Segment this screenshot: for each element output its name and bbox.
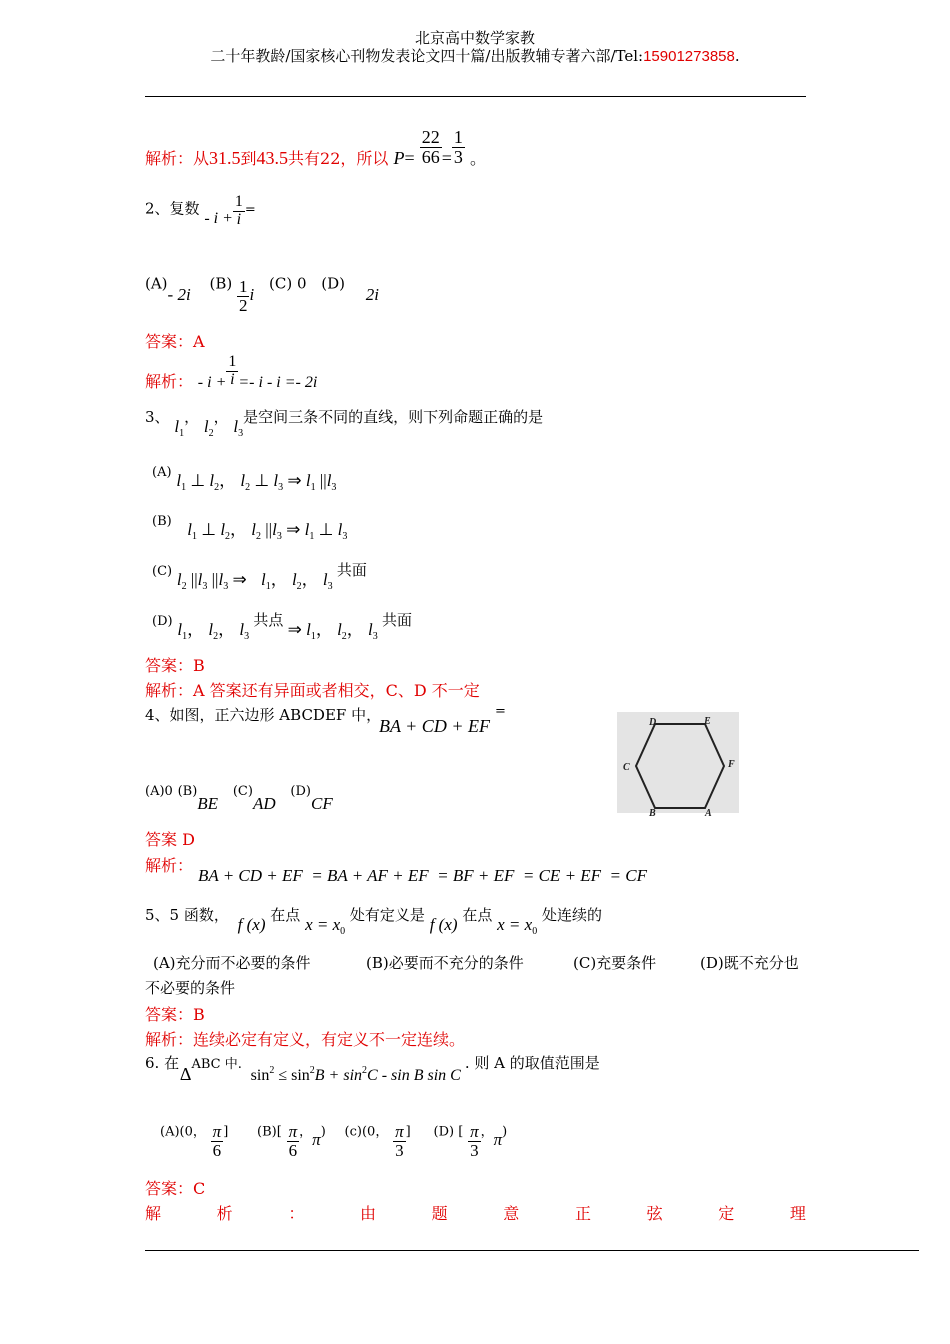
q3-number: 3、 <box>145 408 170 426</box>
q3-stem <box>145 406 544 439</box>
q3-option-c-expr: $l_2$ $||l_3$ $||l_3$ ⇒ $l_1$， $l_2$， $l_3$ <box>176 570 333 592</box>
q5-at-point-2: 在点 <box>462 906 493 924</box>
q2-analysis <box>145 353 318 392</box>
footer-divider <box>145 1250 919 1251</box>
q4-analysis-expr: BA + CD + EF = BA + AF + EF = BF + EF = CE + EF = CF <box>198 866 648 885</box>
q3-option-b-label: (B) <box>152 514 172 529</box>
q4-stem <box>145 704 381 725</box>
q5-continuous: 处连续的 <box>541 906 602 924</box>
q6-triangle: Δ <box>179 1064 192 1084</box>
q5-at-point-1: 在点 <box>270 906 301 924</box>
q6-analysis-char: 正 <box>574 1204 591 1223</box>
q5-analysis: 解析：连续必定有定义，有定义不一定连续。 <box>145 1030 466 1049</box>
q2-frac-num: 1 <box>234 193 243 210</box>
q1-frac1-num: 22 <box>421 127 440 147</box>
q6-option-d-pi: π <box>493 1130 503 1150</box>
q1-frac1-den: 66 <box>421 146 440 167</box>
q1-analysis-label: 解析： <box>145 148 194 168</box>
q5-option-a: (A)充分而不必要的条件 <box>153 954 311 972</box>
hex-label-e: E <box>704 716 711 727</box>
q6-analysis-char: 理 <box>789 1204 806 1223</box>
q6-option-b-comma: ， <box>299 1124 313 1140</box>
q3-option-d-label: (D) <box>152 614 173 629</box>
q5-option-d-cont: 不必要的条件 <box>145 979 236 997</box>
q3-answer: 答案：B <box>145 656 205 675</box>
q6-option-d-close: ) <box>502 1124 508 1140</box>
q2-options <box>145 266 380 315</box>
q4-equals: = <box>495 704 506 719</box>
q3-option-b-expr: $l_1$ ⊥ $l_2$， $l_2$ $||l_3$ ⇒ $l_1$ ⊥ $l_3$ <box>187 520 348 542</box>
q6-analysis-char: 弦 <box>646 1204 663 1223</box>
q6-option-a-label: (A)(0， <box>160 1124 206 1140</box>
q3-option-d-coplanar: 共面 <box>382 611 413 629</box>
q3-analysis: 解析：A 答案还有异面或者相交，C、D 不一定 <box>145 681 480 700</box>
q2-option-c: (C) 0 <box>269 274 307 293</box>
q4-stem-text: 4、如图，正六边形 ABCDEF 中， <box>145 706 382 724</box>
q6-analysis-char: 由 <box>359 1204 376 1223</box>
hex-label-b: B <box>649 808 656 819</box>
header-divider <box>145 96 806 97</box>
q4-analysis-label: 解析： <box>145 856 194 875</box>
q2-equals: = <box>244 202 256 218</box>
header-subtitle-text: 二十年教龄/国家核心刊物发表论文四十篇/出版教辅专著六部/Tel: <box>210 47 644 65</box>
q1-equals-2: = <box>441 147 452 168</box>
q2-frac-den: i <box>236 210 242 228</box>
header-subtitle-suffix: . <box>734 47 740 65</box>
q2-stem-text: 2、复数 <box>145 199 200 218</box>
q1-frac2-den: 3 <box>453 146 463 167</box>
q4-option-c-label: (C) <box>232 784 253 799</box>
hexagon-svg <box>617 712 739 819</box>
q6-option-c-close: ] <box>405 1124 411 1140</box>
q5-stem-text: 5、5 函数， <box>145 906 229 924</box>
q3-comma-1: ， <box>184 408 200 426</box>
hex-label-a: A <box>705 808 712 819</box>
q3-option-d-lines: $l_1$， $l_2$， $l_3$ <box>177 620 250 642</box>
q6-analysis <box>145 1201 806 1224</box>
hex-label-f: F <box>728 759 735 770</box>
q6-abc: ABC 中. <box>191 1057 242 1072</box>
q6-option-d-label: (D) [ <box>433 1124 464 1140</box>
q5-fx-2: f (x) <box>429 915 458 934</box>
q6-analysis-char: 定 <box>718 1204 735 1223</box>
q6-analysis-char: 解 <box>145 1204 162 1223</box>
q5-option-d: (D)既不充分也 <box>700 954 799 972</box>
q2-option-d-label: (D) <box>321 274 346 293</box>
q1-fraction-22-66 <box>420 128 442 167</box>
q2-option-b-label: (B) <box>209 274 233 293</box>
q2-option-a-label: (A) <box>145 274 168 293</box>
q3-option-b <box>152 505 348 542</box>
hexagon-figure <box>617 712 739 819</box>
q2-option-b-den: 2 <box>238 295 248 315</box>
q3-l2: $l_2$ <box>203 417 214 439</box>
q4-option-b-value: BE <box>197 794 219 813</box>
q4-option-c-value: AD <box>252 794 276 813</box>
q2-option-b-i: i <box>249 285 255 305</box>
q6-stem-b: . 则 A 的取值范围是 <box>464 1054 600 1072</box>
q6-analysis-char: 析 <box>216 1204 233 1223</box>
q2-analysis-expr-a: - i + <box>197 374 227 392</box>
q2-expr: - i + <box>204 210 233 228</box>
hex-label-d: D <box>649 717 657 728</box>
q6-stem <box>145 1052 600 1084</box>
q1-fraction-1-3 <box>452 128 465 167</box>
q3-option-c-label: (C) <box>152 564 173 579</box>
q3-stem-text: 是空间三条不同的直线，则下列命题正确的是 <box>243 408 544 426</box>
q1-frac2-num: 1 <box>453 127 463 147</box>
q6-option-a-close: ] <box>223 1124 229 1140</box>
q3-option-d <box>152 605 413 642</box>
q5-fx-1: f (x) <box>237 915 266 934</box>
q6-option-b-fraction: $\frac{\pi}{6}$ <box>288 1122 298 1160</box>
q5-x-eq-2: $x = x_0$ <box>497 915 538 937</box>
q3-option-c-coplanar: 共面 <box>336 561 367 579</box>
q6-option-b-pi: π <box>312 1130 321 1150</box>
q4-option-b-label: (B) <box>177 784 198 799</box>
q4-option-d-label: (D) <box>290 784 311 799</box>
q3-option-c <box>152 555 367 592</box>
hexagon-shape <box>636 724 724 808</box>
q1-text-1: 从 <box>193 148 210 168</box>
q1-text-3: 共有22，所以 <box>288 148 389 168</box>
q1-period: 。 <box>470 148 487 168</box>
q4-option-a: (A)0 <box>145 784 173 799</box>
header-phone: 15901273858 <box>643 48 735 65</box>
q5-defined: 处有定义是 <box>349 906 425 924</box>
q3-comma-2: ， <box>213 408 229 426</box>
hex-label-c: C <box>623 762 630 773</box>
q3-option-a-label: (A) <box>152 465 172 480</box>
q2-analysis-label: 解析： <box>145 372 194 392</box>
q1-number-2: 43.5 <box>256 147 289 168</box>
q2-option-b-num: 1 <box>238 277 248 296</box>
q4-options <box>145 780 333 813</box>
q3-option-a <box>152 456 337 493</box>
q2-option-d-value: 2i <box>365 285 380 305</box>
q2-fraction <box>233 194 245 229</box>
q4-expr: BA + CD + EF <box>379 716 490 736</box>
q6-analysis-char: ： <box>288 1204 305 1223</box>
q2-stem <box>145 192 256 227</box>
q3-option-a-expr: $l_1$ ⊥ $l_2$， $l_2$ ⊥ $l_3$ ⇒ $l_1$ $||l_3$ <box>176 471 337 493</box>
header-title: 北京高中数学家教 <box>414 29 535 47</box>
q5-stem <box>145 904 602 937</box>
q3-l1: $l_1$ <box>174 417 185 439</box>
q5-option-c: (C)充要条件 <box>573 954 657 972</box>
q6-option-b-label: (B)[ <box>257 1124 282 1140</box>
q2-option-b-fraction <box>237 278 250 315</box>
q6-analysis-char: 意 <box>503 1204 520 1223</box>
q2-answer: 答案：A <box>145 332 205 351</box>
q4-answer: 答案 D <box>145 830 195 849</box>
q6-option-d-comma: ， <box>480 1124 494 1140</box>
q6-stem-a: 6. 在 <box>145 1054 180 1072</box>
q3-option-d-result: ⇒ $l_1$， $l_2$， $l_3$ <box>287 620 378 642</box>
q3-l3: $l_3$ <box>233 417 244 439</box>
q6-option-c-fraction: $\frac{\pi}{3}$ <box>395 1122 404 1160</box>
q1-analysis <box>145 128 486 167</box>
q6-options <box>160 1113 508 1160</box>
q1-p-symbol: P <box>393 147 405 168</box>
q6-option-b-close: ) <box>320 1124 326 1140</box>
q1-number-1: 31.5 <box>209 147 241 168</box>
q5-option-b: (B)必要而不充分的条件 <box>366 954 524 972</box>
q6-option-a-fraction: $\frac{\pi}{6}$ <box>212 1122 222 1160</box>
q2-analysis-expr-b: =- i - i =- 2i <box>238 374 318 392</box>
q6-inequality: $\sin^2 \le \sin^2B + \sin^2C - \sin B$ sin C <box>250 1065 461 1084</box>
q5-answer: 答案：B <box>145 1005 205 1024</box>
q6-analysis-char: 题 <box>431 1204 448 1223</box>
q1-equals-1: = <box>404 147 415 168</box>
q2-option-a-value: - 2i <box>167 285 191 305</box>
q6-option-c-label: (c)(0， <box>344 1124 389 1140</box>
q2-analysis-fraction <box>226 354 238 389</box>
q2-analysis-num: 1 <box>228 353 237 370</box>
q6-option-d-fraction: $\frac{\pi}{3}$ <box>470 1122 479 1160</box>
q5-x-eq-1: $x = x_0$ <box>305 915 346 937</box>
q4-option-d-value: CF <box>310 794 333 813</box>
header-subtitle <box>0 45 950 66</box>
q3-option-d-concurrent: 共点 <box>253 611 284 629</box>
q1-text-2: 到 <box>240 148 257 168</box>
q2-analysis-den: i <box>230 370 235 388</box>
q6-answer: 答案：C <box>145 1179 206 1198</box>
